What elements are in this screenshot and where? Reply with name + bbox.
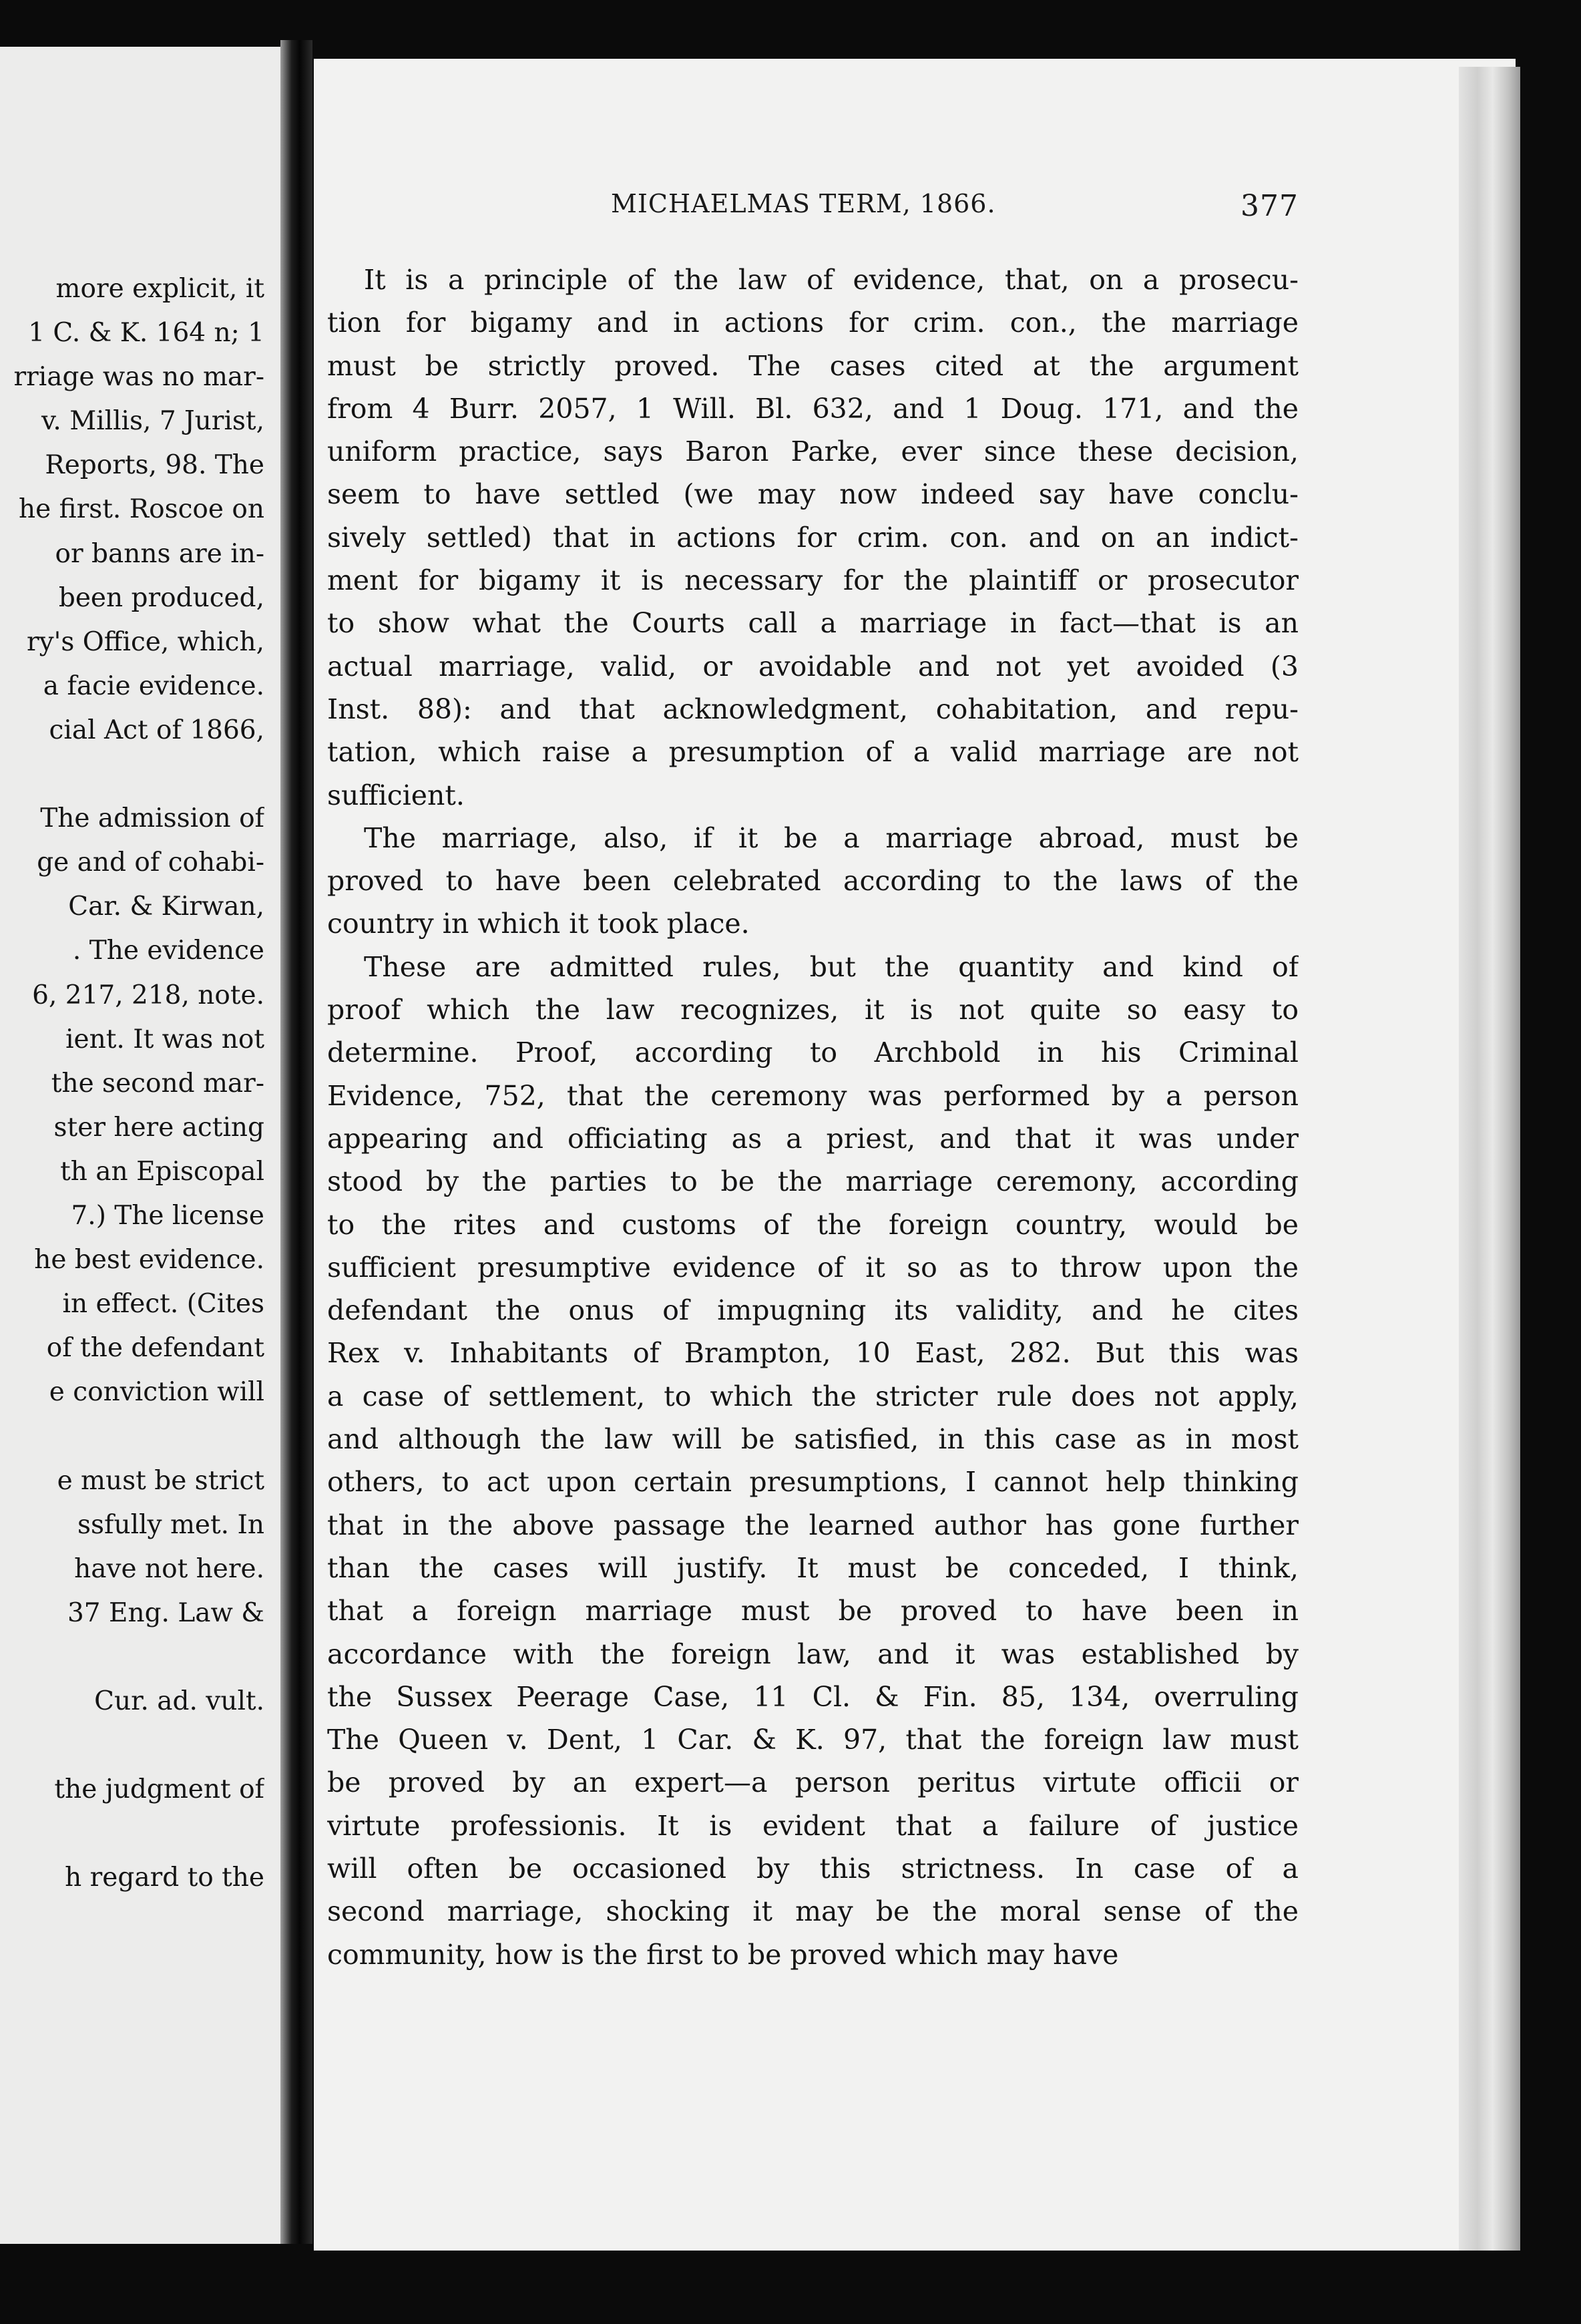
left-page-line: cial Act of 1866, — [49, 715, 264, 745]
body-line: a case of settlement, to which the stricter rule does not apply, — [327, 1380, 1299, 1412]
body-line: to show what the Courts call a marriage in fact—that is an — [327, 607, 1299, 640]
left-page-line: of the defendant — [46, 1333, 264, 1364]
left-page-line: in effect. (Cites — [62, 1289, 264, 1320]
body-line: These are admitted rules, but the quantity and kind of — [364, 950, 1299, 983]
left-page-line: or banns are in- — [55, 538, 264, 569]
left-page-line: e conviction will — [49, 1377, 264, 1408]
body-line: country in which it took place. — [327, 908, 750, 940]
left-page-line: 6, 217, 218, note. — [32, 980, 264, 1010]
left-page-line: ient. It was not — [65, 1024, 264, 1054]
body-line: the Sussex Peerage Case, 11 Cl. & Fin. 85, 134, overruling — [327, 1680, 1299, 1713]
body-line: proved to have been celebrated according to the laws of the — [327, 865, 1299, 898]
body-line: than the cases will justify. It must be conceded, I think, — [327, 1551, 1299, 1584]
left-page-line: 7.) The license — [71, 1200, 264, 1231]
body-line: Inst. 88): and that acknowledgment, cohabitation, and repu- — [327, 693, 1299, 725]
left-page-line: 1 C. & K. 164 n; 1 — [28, 318, 264, 349]
left-page-line: he first. Roscoe on — [19, 494, 264, 525]
body-text — [327, 258, 1299, 1976]
left-page-line: have not here. — [74, 1553, 264, 1584]
left-page-line: 37 Eng. Law & — [67, 1597, 264, 1628]
left-page-line: . The evidence — [72, 936, 264, 966]
left-page-line: he best evidence. — [34, 1245, 264, 1276]
body-line: that in the above passage the learned author has gone further — [327, 1509, 1299, 1541]
left-page-line: v. Millis, 7 Jurist, — [41, 406, 264, 437]
body-line: appearing and officiating as a priest, and that it was under — [327, 1122, 1299, 1155]
left-page-line: rriage was no mar- — [13, 362, 264, 393]
body-line: tion for bigamy and in actions for crim. con., the marriage — [327, 307, 1299, 339]
body-line: must be strictly proved. The cases cited at the argument — [327, 349, 1299, 382]
left-page-line: the judgment of — [54, 1774, 264, 1805]
page-edge — [1459, 67, 1520, 2251]
body-line: uniform practice, says Baron Parke, ever since these decision, — [327, 435, 1299, 468]
body-line: sively settled) that in actions for crim. con. and on an indict- — [327, 521, 1299, 554]
body-line: be proved by an expert—a person peritus virtute officii or — [327, 1766, 1299, 1799]
line-gap — [0, 1724, 264, 1768]
body-line: Evidence, 752, that the ceremony was performed by a person — [327, 1079, 1299, 1112]
left-page-line: Cur. ad. vult. — [94, 1686, 264, 1716]
body-line: others, to act upon certain presumptions, I cannot help thinking — [327, 1466, 1299, 1499]
left-page-text — [0, 267, 264, 1900]
body-line: stood by the parties to be the marriage ceremony, according — [327, 1165, 1299, 1198]
running-title: MICHAELMAS TERM, 1866. — [611, 189, 996, 218]
left-page-line: e must be strict — [57, 1465, 264, 1496]
left-page-line: h regard to the — [65, 1863, 264, 1893]
body-line: sufficient presumptive evidence of it so as to throw upon the — [327, 1251, 1299, 1284]
left-page-line: The admission of — [40, 803, 264, 834]
body-line: It is a principle of the law of evidence, that, on a prosecu- — [364, 264, 1299, 296]
body-line: defendant the onus of impugning its validity, and he cites — [327, 1294, 1299, 1327]
left-page-line: Car. & Kirwan, — [68, 892, 264, 922]
line-gap — [0, 1414, 264, 1459]
body-line: from 4 Burr. 2057, 1 Will. Bl. 632, and 1 Doug. 171, and the — [327, 392, 1299, 425]
body-line: to the rites and customs of the foreign country, would be — [327, 1208, 1299, 1241]
body-line: seem to have settled (we may now indeed say have conclu- — [327, 478, 1299, 511]
left-page-line: more explicit, it — [55, 274, 264, 304]
body-line: actual marriage, valid, or avoidable and not yet avoided (3 — [327, 650, 1299, 683]
left-page-line: ge and of cohabi- — [37, 847, 264, 878]
body-line: and although the law will be satisfied, in this case as in most — [327, 1423, 1299, 1456]
left-page-line: ry's Office, which, — [26, 626, 264, 657]
body-line: virtute professionis. It is evident that a failure of justice — [327, 1809, 1299, 1842]
left-page-line: th an Episcopal — [60, 1156, 264, 1187]
body-line: accordance with the foreign law, and it was established by — [327, 1637, 1299, 1670]
body-line: tation, which raise a presumption of a valid marriage are not — [327, 736, 1299, 769]
left-page-line: ster here acting — [53, 1112, 264, 1143]
body-line: The Queen v. Dent, 1 Car. & K. 97, that the foreign law must — [327, 1724, 1299, 1756]
left-page-line: Reports, 98. The — [45, 450, 264, 481]
book-gutter — [280, 40, 312, 2244]
line-gap — [0, 753, 264, 797]
left-page-line: been produced, — [58, 582, 264, 613]
body-line: Rex v. Inhabitants of Brampton, 10 East, 282. But this was — [327, 1337, 1299, 1370]
body-line: second marriage, shocking it may be the moral sense of the — [327, 1895, 1299, 1928]
body-line: will often be occasioned by this strictness. In case of a — [327, 1852, 1299, 1885]
left-page — [0, 47, 280, 2244]
body-line: ment for bigamy it is necessary for the plaintiff or prosecutor — [327, 564, 1299, 597]
line-gap — [0, 1635, 264, 1680]
left-page-line: ssfully met. In — [77, 1509, 264, 1540]
body-line: community, how is the first to be proved which may have — [327, 1938, 1119, 1971]
body-line: that a foreign marriage must be proved to have been in — [327, 1595, 1299, 1627]
left-page-line: the second mar- — [51, 1068, 264, 1099]
body-line: proof which the law recognizes, it is not quite so easy to — [327, 994, 1299, 1026]
body-line: The marriage, also, if it be a marriage abroad, must be — [364, 821, 1299, 854]
left-page-line: a facie evidence. — [43, 670, 264, 701]
body-line: determine. Proof, according to Archbold in his Criminal — [327, 1036, 1299, 1069]
page-number: 377 — [1240, 189, 1299, 223]
body-line: sufficient. — [327, 779, 465, 811]
line-gap — [0, 1812, 264, 1856]
